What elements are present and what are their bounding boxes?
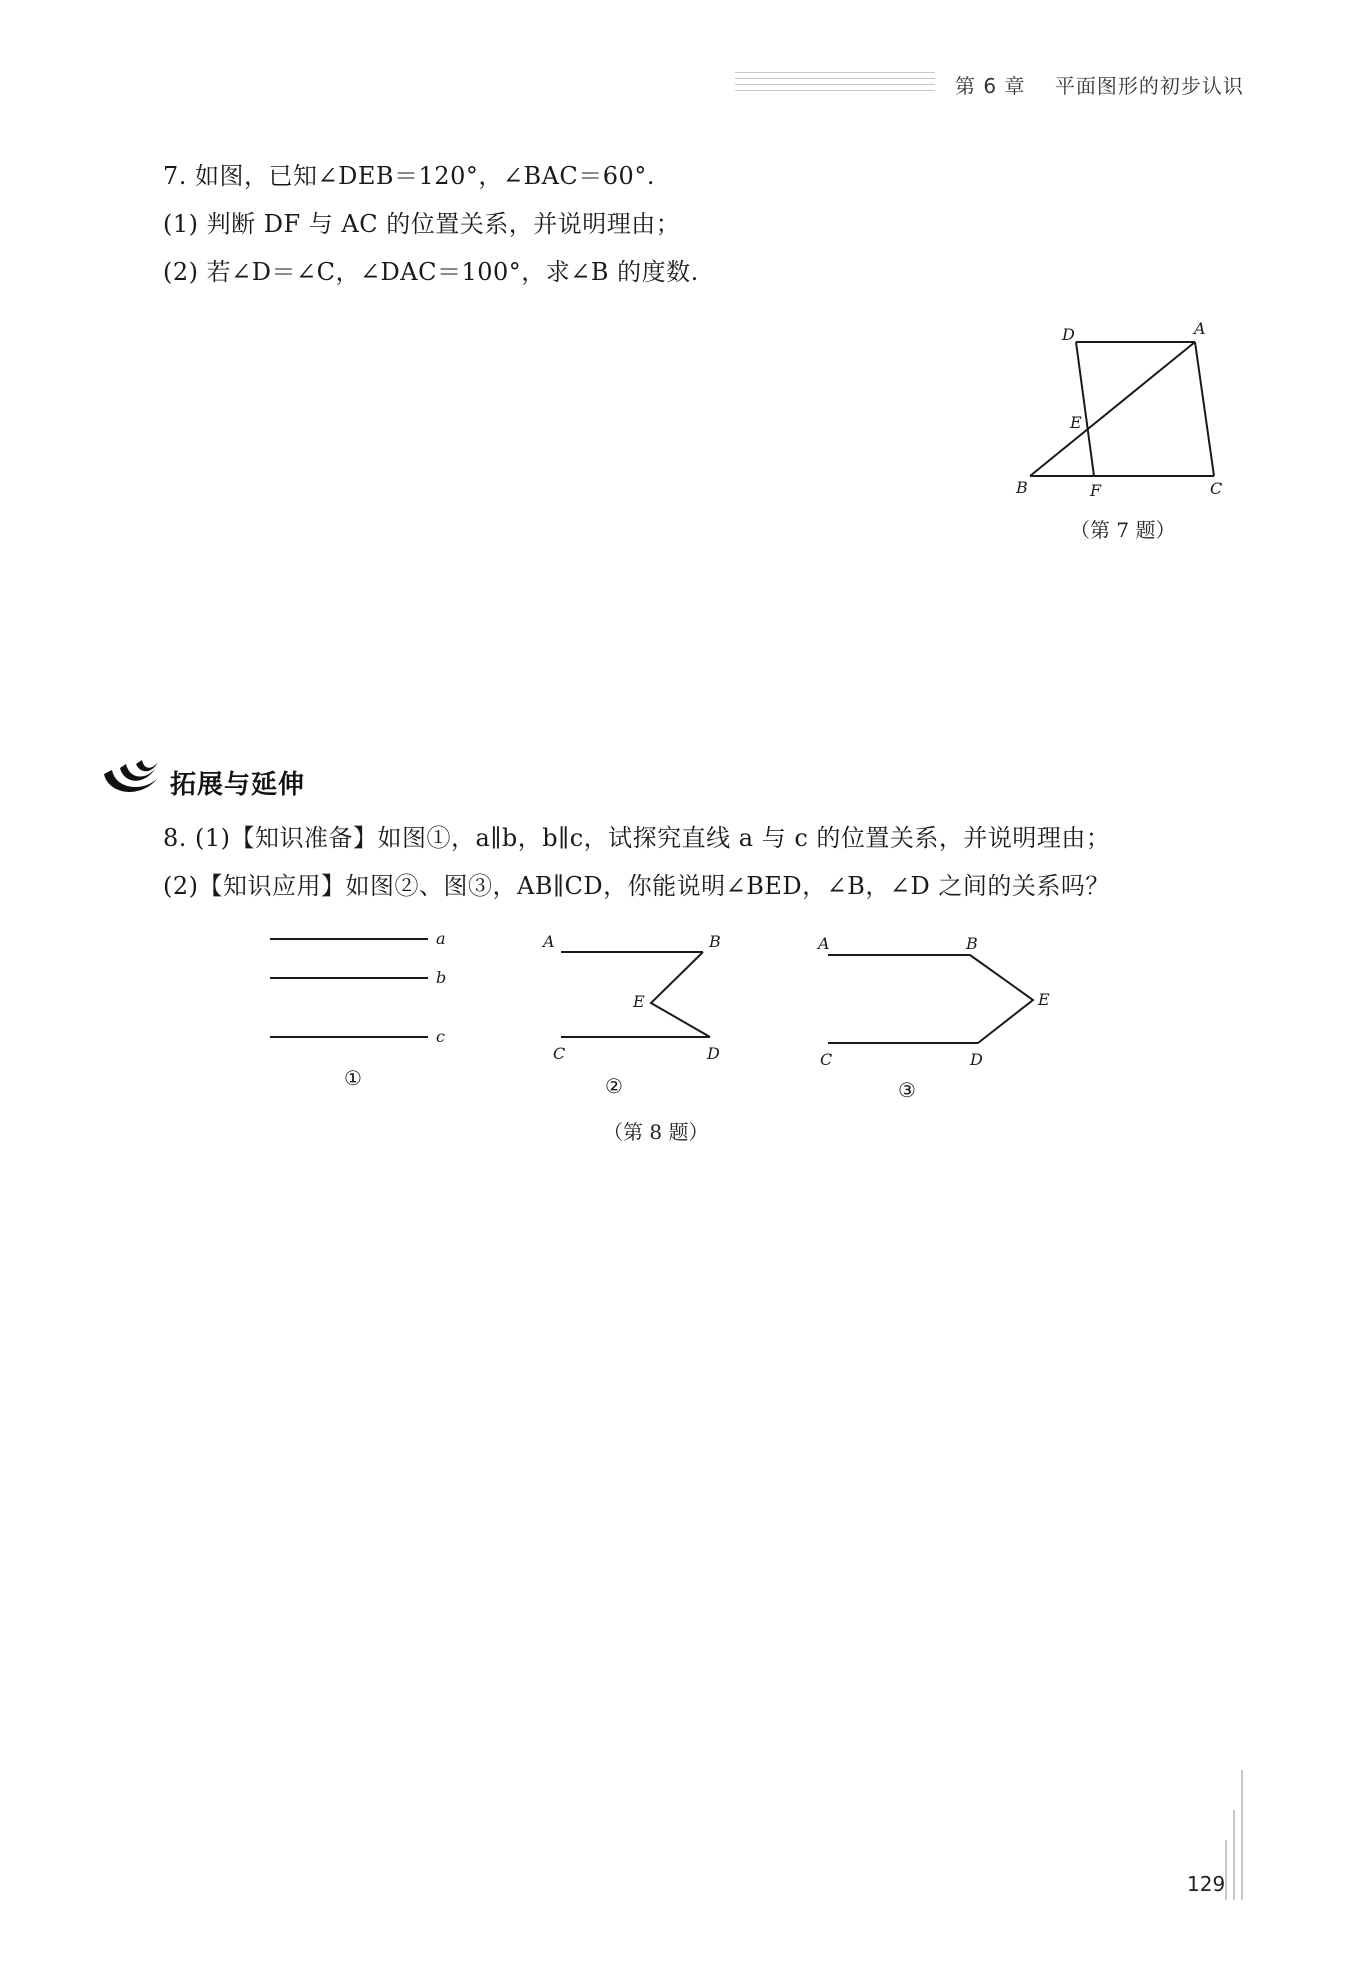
figure-8-3 xyxy=(808,925,1068,1105)
label-line-b: b xyxy=(436,968,447,987)
label-b: B xyxy=(709,932,721,951)
figure-8-caption: （第 8 题） xyxy=(603,1120,709,1144)
label-c: C xyxy=(820,1050,833,1069)
segment-ba xyxy=(1030,342,1195,476)
label-c: C xyxy=(1210,479,1223,498)
chapter-title: 平面图形的初步认识 xyxy=(1054,74,1244,98)
label-c: C xyxy=(553,1044,566,1063)
label-b: B xyxy=(1016,478,1028,497)
question-7-part-2: (2) 若∠D＝∠C，∠DAC＝100°，求∠B 的度数. xyxy=(163,258,699,286)
figure-number-2: ② xyxy=(605,1074,623,1098)
figure-7-caption: （第 7 题） xyxy=(1070,518,1176,542)
running-header xyxy=(955,70,1244,99)
segment-df xyxy=(1076,342,1094,476)
figure-8-2 xyxy=(535,925,745,1105)
question-7-stem: 7. 如图，已知∠DEB＝120°，∠BAC＝60°. xyxy=(163,162,655,190)
label-line-c: c xyxy=(436,1027,445,1046)
label-line-a: a xyxy=(436,929,446,948)
chapter-label: 第 6 章 xyxy=(955,74,1026,98)
label-e: E xyxy=(1038,990,1050,1009)
figure-8-1 xyxy=(260,925,460,1095)
question-8-part-1: 8. (1)【知识准备】如图①，a∥b，b∥c，试探究直线 a 与 c 的位置关系，并说明理由； xyxy=(163,824,1111,852)
label-e: E xyxy=(633,992,645,1011)
figure-question-7 xyxy=(1010,318,1240,498)
label-d: D xyxy=(1062,325,1075,344)
label-a: A xyxy=(543,932,555,951)
question-7-part-1: (1) 判断 DF 与 AC 的位置关系，并说明理由； xyxy=(163,210,681,238)
label-d: D xyxy=(970,1050,983,1069)
label-a: A xyxy=(818,934,830,953)
label-a: A xyxy=(1194,319,1206,338)
section-title: 拓展与延伸 xyxy=(170,770,306,800)
segment-b-e-d xyxy=(651,952,710,1037)
figure-number-1: ① xyxy=(344,1066,362,1090)
figure-number-3: ③ xyxy=(898,1078,916,1102)
page-edge-decoration xyxy=(1225,1770,1255,1900)
question-8-part-2: (2)【知识应用】如图②、图③，AB∥CD，你能说明∠BED，∠B，∠D 之间的关系吗？ xyxy=(163,872,1110,900)
header-decoration-lines xyxy=(735,70,935,92)
label-d: D xyxy=(707,1044,720,1063)
label-f: F xyxy=(1090,481,1102,500)
page-number: 129 xyxy=(1187,1872,1226,1896)
segment-b-e-d xyxy=(970,955,1033,1043)
label-e: E xyxy=(1070,413,1082,432)
segment-ac xyxy=(1195,342,1214,476)
label-b: B xyxy=(966,934,978,953)
